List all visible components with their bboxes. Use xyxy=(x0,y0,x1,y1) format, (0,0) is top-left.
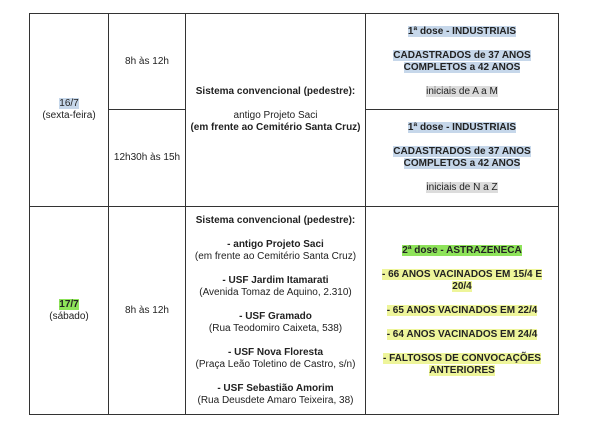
time-label: 8h às 12h xyxy=(125,55,169,67)
date-cell xyxy=(30,14,109,207)
group-cell xyxy=(366,14,559,110)
location-name: - antigo Projeto Saci xyxy=(227,238,324,250)
system-label: Sistema convencional (pedestre): xyxy=(195,214,356,226)
vaccination-schedule-table xyxy=(29,13,559,415)
date-cell xyxy=(30,207,109,415)
time-cell xyxy=(109,14,186,110)
group-label: - 64 ANOS VACINADOS EM 24/4 xyxy=(386,328,538,340)
location-address: (Praça Leão Toletino de Castro, s/n) xyxy=(195,358,356,370)
group-label: COMPLETOS a 42 ANOS xyxy=(403,61,521,73)
time-label: 12h30h às 15h xyxy=(113,152,181,163)
location-cell xyxy=(186,207,366,415)
group-label: 20/4 xyxy=(452,280,472,292)
location-cell xyxy=(186,14,366,207)
time-cell xyxy=(109,110,186,207)
initials-label: iniciais de A a M xyxy=(426,85,498,97)
weekday-label: (sábado) xyxy=(49,310,89,322)
location-name: - USF Gramado xyxy=(239,310,312,322)
schedule-row-17-7 xyxy=(30,207,559,415)
date-label: 17/7 xyxy=(59,298,79,310)
location-name: antigo Projeto Saci xyxy=(233,110,318,121)
location-name: - USF Nova Floresta xyxy=(227,346,324,358)
group-label: COMPLETOS a 42 ANOS xyxy=(403,158,521,169)
dose-label: 1ª dose - INDUSTRIAIS xyxy=(407,25,517,37)
group-label: ANTERIORES xyxy=(429,364,495,376)
dose-label: 2ª dose - ASTRAZENECA xyxy=(402,244,522,256)
location-note: (em frente ao Cemitério Santa Cruz) xyxy=(190,122,361,133)
location-name: - USF Jardim Itamarati xyxy=(222,274,329,286)
group-label: CADASTRADOS de 37 ANOS xyxy=(393,146,531,157)
date-label: 16/7 xyxy=(59,98,79,109)
location-address: (Rua Deusdete Amaro Teixeira, 38) xyxy=(197,394,354,406)
group-label: - FALTOSOS DE CONVOCAÇÕES xyxy=(383,352,541,364)
dose-label: 1ª dose - INDUSTRIAIS xyxy=(407,122,517,133)
time-label: 8h às 12h xyxy=(125,304,169,316)
location-address: (em frente ao Cemitério Santa Cruz) xyxy=(194,250,357,262)
time-cell xyxy=(109,207,186,415)
weekday-label: (sexta-feira) xyxy=(42,110,96,121)
group-cell xyxy=(366,207,559,415)
group-cell xyxy=(366,110,559,207)
group-label: CADASTRADOS de 37 ANOS xyxy=(393,49,531,61)
system-label: Sistema convencional (pedestre): xyxy=(195,86,356,97)
initials-label: iniciais de N a Z xyxy=(426,182,498,193)
location-name: - USF Sebastião Amorim xyxy=(217,382,334,394)
group-label: - 65 ANOS VACINADOS EM 22/4 xyxy=(386,304,538,316)
group-label: - 66 ANOS VACINADOS EM 15/4 E xyxy=(381,268,543,280)
location-address: (Avenida Tomaz de Aquino, 2.310) xyxy=(199,286,352,298)
location-address: (Rua Teodomiro Caixeta, 538) xyxy=(208,322,343,334)
schedule-row-16-7-morning xyxy=(30,14,559,110)
